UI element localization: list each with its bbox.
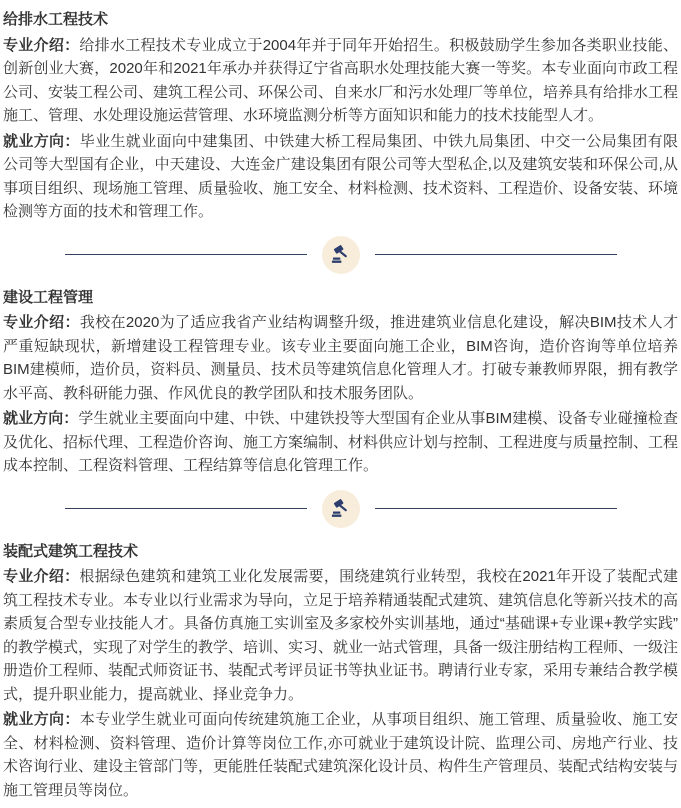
- career-paragraph: [3, 407, 678, 478]
- section-title: 给排水工程技术: [3, 11, 109, 28]
- intro-text: 我校在2020为了适应我省产业结构调整升级，推进建筑业信息化建设，解决BIM技术人才严重短缺现状，新增建设工程管理专业。该专业主要面向施工企业，BIM咨询，造价咨询等单位培养BIM建模师，造价员，资料员、测量员、技术员等建筑信息化管理人才。打破专兼教师界限，拥有教学水平高、教科研能力强、作风优良的教学团队和技术服务团队。: [3, 314, 678, 402]
- divider-line-right: [375, 508, 617, 509]
- career-paragraph: [3, 708, 678, 802]
- section-prefabricated-building: [3, 540, 678, 803]
- section-title: 装配式建筑工程技术: [3, 542, 139, 560]
- career-text: 本专业学生就业可面向传统建筑施工企业，从事项目组织、施工管理、质量验收、施工安全、材料检测、资料管理、造价计算等岗位工作,亦可就业于建筑设计院、监理公司、房地产行业、技术咨询行业、建设主管部门等，更能胜任装配式建筑深化设计员、构件生产管理员、装配式结构安装与施工管理员等岗位。: [3, 711, 679, 799]
- intro-text: 给排水工程技术专业成立于2004年并于同年开始招生。积极鼓励学生参加各类职业技能、创新创业大赛，2020年和2021年承办并获得辽宁省高职水处理技能大赛一等奖。本专业面向市政工程公司、安装工程公司、建筑工程公司、环保公司、自来水厂和污水处理厂等单位，培养具有给排水工程施工、管理、水处理设施运营管理、水环境监测分析等方面知识和能力的技术技能型人才。: [3, 36, 679, 124]
- article: [3, 8, 678, 802]
- career-text: 毕业生就业面向中建集团、中铁建大桥工程局集团、中铁九局集团、中交一公局集团有限公司等大型国有企业，中天建设、大连金广建设集团有限公司等大型私企,以及建筑安装和环保公司,从事项目组织、现场施工管理、质量验收、施工安全、材料检测、技术资料、工程造价、设备安装、环境检测等方面的技术和管理工作。: [3, 132, 679, 220]
- section-divider: [3, 235, 678, 275]
- divider-line-left: [65, 508, 307, 509]
- intro-paragraph: [3, 311, 678, 405]
- intro-paragraph: [3, 565, 678, 706]
- career-paragraph: [3, 130, 678, 224]
- divider-line-left: [65, 254, 307, 255]
- gavel-icon: [322, 490, 360, 528]
- intro-label: 专业介绍：: [3, 568, 80, 585]
- section-title: 建设工程管理: [3, 288, 94, 306]
- gavel-icon: [322, 236, 360, 274]
- career-label: 就业方向：: [3, 711, 80, 728]
- intro-label: 专业介绍：: [3, 314, 80, 331]
- section-divider: [3, 489, 678, 529]
- section-water-supply-drainage: [3, 8, 678, 224]
- intro-paragraph: [3, 34, 678, 128]
- section-construction-management: [3, 286, 678, 478]
- career-label: 就业方向：: [3, 410, 79, 427]
- career-text: 学生就业主要面向中建、中铁、中建铁投等大型国有企业从事BIM建模、设备专业碰撞检查及优化、招标代理、工程造价咨询、施工方案编制、材料供应计划与控制、工程进度与质量控制、工程成本控制、工程资料管理、工程结算等信息化管理工作。: [3, 410, 679, 474]
- career-label: 就业方向：: [3, 132, 80, 150]
- intro-text: 根据绿色建筑和建筑工业化发展需要，围绕建筑行业转型，我校在2021年开设了装配式建筑工程技术专业。本专业以行业需求为导向，立足于培养精通装配式建筑、建筑信息化等新兴技术的高素质复合型专业技能人才。具备仿真施工实训室及多家校外实训基地，通过“基础课+专业课+教学实践”的教学模式，实现了对学生的教学、培训、实习、就业一站式管理，具备一级注册结构工程师、一级注册造价工程师、装配式师资证书、装配式考评员证书等执业证书。聘请行业专家，采用专兼结合教学模式，提升职业能力，提高就业、择业竞争力。: [3, 568, 679, 703]
- intro-label: 专业介绍：: [3, 36, 80, 54]
- divider-line-right: [375, 254, 617, 255]
